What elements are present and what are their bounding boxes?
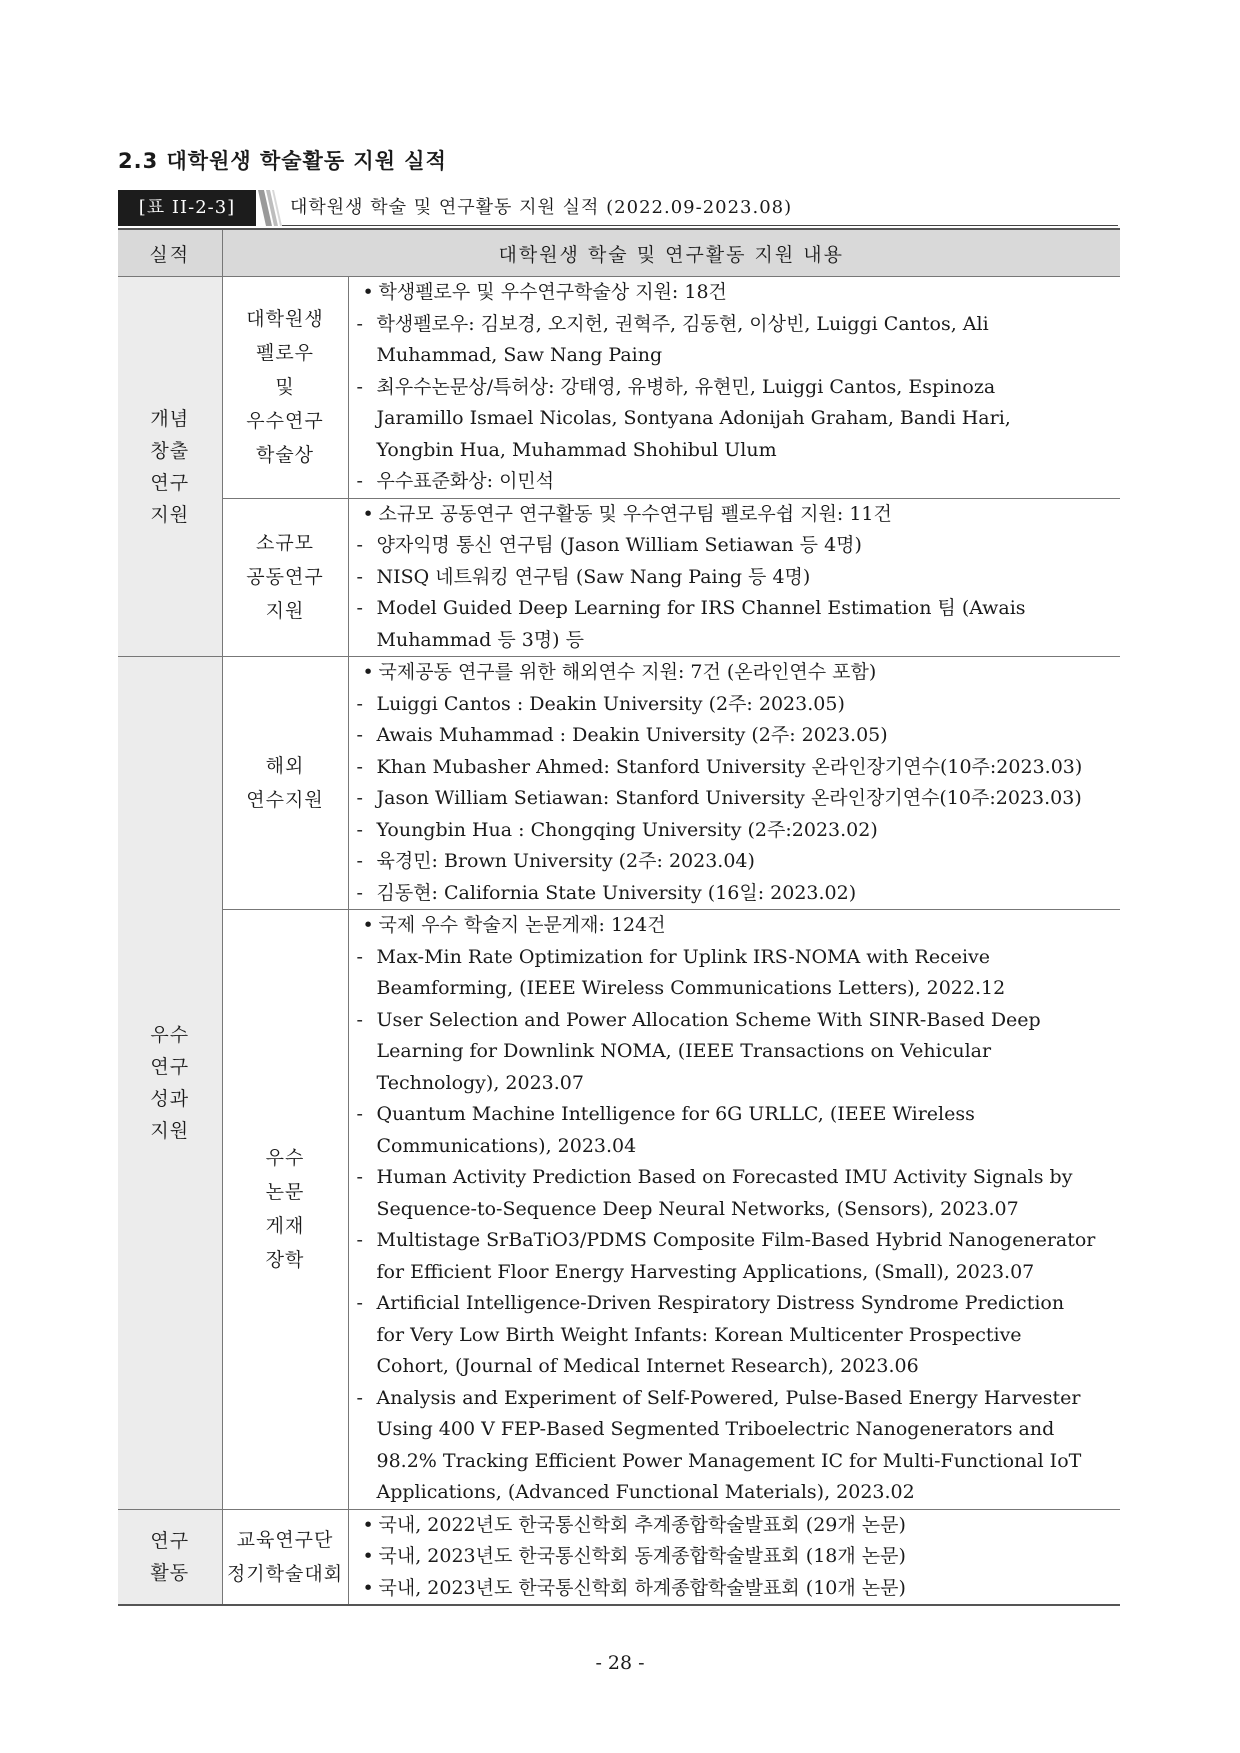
category-cell: 연구 활동 [118,1509,222,1605]
bullet-item: • 국내, 2023년도 한국통신학회 동계종합학술발표회 (18개 논문) [355,1541,1113,1573]
continuation-line: for Very Low Birth Weight Infants: Korean Multicenter Prospective [376,1323,1022,1346]
header-content: 대학원생 학술 및 연구활동 지원 내용 [222,229,1120,277]
bullet-item: • 국내, 2023년도 한국통신학회 하계종합학술발표회 (10개 논문) [355,1573,1113,1605]
content-cell [348,277,1120,499]
continuation-line: Applications, (Advanced Functional Materials), 2023.02 [376,1481,915,1503]
dash-item: - 우수표준화상: 이민석 [355,466,1113,498]
category-cell: 개념 창출 연구 지원 [118,277,222,657]
continuation-line: Technology), 2023.07 [376,1071,584,1094]
continuation-line: 98.2% Tracking Efficient Power Management IC for Multi-Functional IoT [376,1449,1082,1472]
content-cell [348,657,1120,910]
dash-item: - 양자익명 통신 연구팀 (Jason William Setiawan 등 4명) [355,530,1113,562]
content-lines [355,499,1113,657]
continuation-line: Communications), 2023.04 [376,1134,637,1157]
table-title: 대학원생 학술 및 연구활동 지원 실적 (2022.09-2023.08) [290,197,793,218]
content-cell [348,498,1120,657]
table-body [118,277,1120,1606]
content-cell [348,910,1120,1510]
caption-divider-icon [258,190,282,226]
header-category: 실적 [118,229,222,277]
bullet-item: • 국제공동 연구를 위한 해외연수 지원: 7건 (온라인연수 포함) [355,657,1113,689]
continuation-line: Muhammad, Saw Nang Paing [376,344,663,366]
content-lines [355,1510,1113,1605]
dash-item: - Youngbin Hua : Chongqing University (2주:2023.02) [355,815,1113,847]
dash-item: - 김동현: California State University (16일: 2023.02) [355,878,1113,910]
dash-item: - Max-Min Rate Optimization for Uplink IRS-NOMA with Receive [355,942,1113,974]
content-lines [355,657,1113,909]
table-header-row [118,229,1120,277]
continuation-line: Learning for Downlink NOMA, (IEEE Transactions on Vehicular [376,1040,992,1062]
dash-item: - Analysis and Experiment of Self-Powered, Pulse-Based Energy Harvester [355,1383,1113,1415]
subcategory-cell: 교육연구단 정기학술대회 [222,1509,348,1605]
continuation-line: Cohort, (Journal of Medical Internet Research), 2023.06 [376,1355,919,1377]
dash-item: - Awais Muhammad : Deakin University (2주: 2023.05) [355,720,1113,752]
continuation-line: Sequence-to-Sequence Deep Neural Networks, (Sensors), 2023.07 [376,1197,1019,1220]
page-number: - 28 - [595,1652,645,1674]
dash-item: - Artificial Intelligence-Driven Respiratory Distress Syndrome Prediction [355,1288,1113,1320]
dash-item: - 학생펠로우: 김보경, 오지헌, 권혁주, 김동현, 이상빈, Luiggi Cantos, Ali [355,309,1113,341]
category-cell: 우수 연구 성과 지원 [118,657,222,1510]
dash-item: - 최우수논문상/특허상: 강태영, 유병하, 유현민, Luiggi Cantos, Espinoza [355,372,1113,404]
dash-item: - Quantum Machine Intelligence for 6G URLLC, (IEEE Wireless [355,1099,1113,1131]
subcategory-cell: 해외 연수지원 [222,657,348,910]
dash-item: - Luiggi Cantos : Deakin University (2주: 2023.05) [355,689,1113,721]
dash-item: - Model Guided Deep Learning for IRS Channel Estimation 팀 (Awais [355,593,1113,625]
content-lines [355,277,1113,498]
content-cell [348,1509,1120,1605]
table-row [118,910,1120,1510]
table-row [118,498,1120,657]
table-row [118,657,1120,910]
bullet-item: • 소규모 공동연구 연구활동 및 우수연구팀 펠로우쉽 지원: 11건 [355,499,1113,531]
continuation-line: for Efficient Floor Energy Harvesting Applications, (Small), 2023.07 [376,1260,1035,1283]
dash-item: - 육경민: Brown University (2주: 2023.04) [355,846,1113,878]
subcategory-cell: 소규모 공동연구 지원 [222,498,348,657]
support-results-table [118,228,1120,1606]
section-heading: 2.3 대학원생 학술활동 지원 실적 [118,149,447,173]
subcategory-cell: 대학원생 펠로우 및 우수연구 학술상 [222,277,348,499]
table-row [118,277,1120,499]
continuation-line: Jaramillo Ismael Nicolas, Sontyana Adonijah Graham, Bandi Hari, [376,407,1011,429]
subcategory-cell: 우수 논문 게재 장학 [222,910,348,1510]
bullet-item: • 국내, 2022년도 한국통신학회 추계종합학술발표회 (29개 논문) [355,1510,1113,1542]
table-row [118,1509,1120,1605]
continuation-line: Using 400 V FEP-Based Segmented Triboelectric Nanogenerators and [376,1418,1055,1440]
continuation-line: Beamforming, (IEEE Wireless Communications Letters), 2022.12 [376,977,1006,999]
dash-item: - User Selection and Power Allocation Scheme With SINR-Based Deep [355,1005,1113,1037]
dash-item: - NISQ 네트워킹 연구팀 (Saw Nang Paing 등 4명) [355,562,1113,594]
content-lines [355,910,1113,1509]
caption-underline [282,225,1118,226]
dash-item: - Jason William Setiawan: Stanford University 온라인장기연수(10주:2023.03) [355,783,1113,815]
bullet-item: • 국제 우수 학술지 논문게재: 124건 [355,910,1113,942]
bullet-item: • 학생펠로우 및 우수연구학술상 지원: 18건 [355,277,1113,309]
dash-item: - Multistage SrBaTiO3/PDMS Composite Film-Based Hybrid Nanogenerator [355,1225,1113,1257]
table-number-tag: [표 II-2-3] [118,190,256,226]
continuation-line: Muhammad 등 3명) 등 [376,628,584,651]
continuation-line: Yongbin Hua, Muhammad Shohibul Ulum [376,438,777,461]
table-caption [118,190,1118,226]
dash-item: - Human Activity Prediction Based on Forecasted IMU Activity Signals by [355,1162,1113,1194]
dash-item: - Khan Mubasher Ahmed: Stanford University 온라인장기연수(10주:2023.03) [355,752,1113,784]
